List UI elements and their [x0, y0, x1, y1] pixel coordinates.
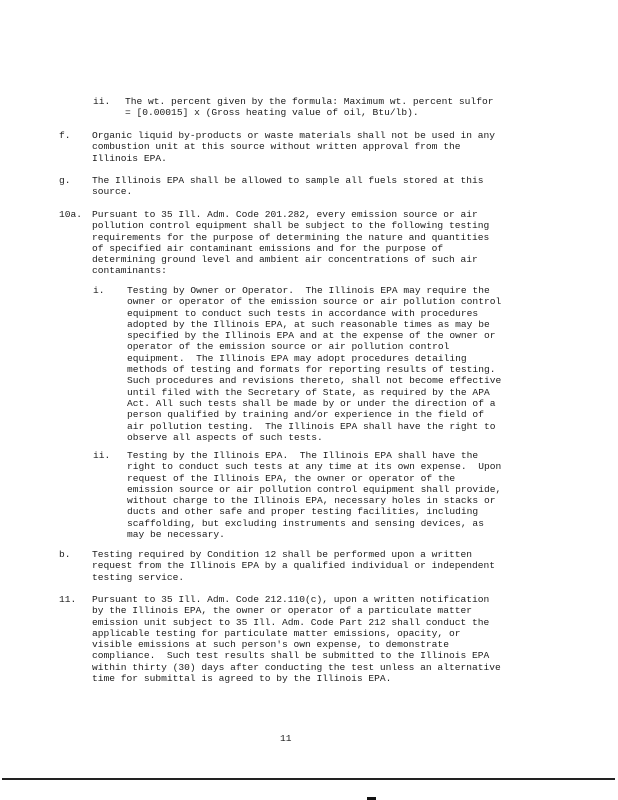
item-label: f.: [59, 130, 71, 141]
item-label: i.: [93, 285, 105, 296]
item-text: Testing by Owner or Operator. The Illinois EPA may require the owner or operator of the emission source or air pollution control equipment to conduct such tests in accordance with procedures adopted by the Illinois EPA, at such reasonable times as may be specified by the Illinois EPA and at the expense of the owner or operator of the emission source or air pollution control equipment. The Illinois EPA may adopt procedures detailing methods of testing and formats for reporting results of testing. Such procedures and revisions thereto, shall not become effective until filed with the Secretary of State, as required by the APA Act. All such tests shall be made by or under the direction of a person qualified by training and/or experience in the field of air pollution testing. The Illinois EPA shall have the right to observe all aspects of such tests.: [127, 285, 502, 443]
item-text: Testing by the Illinois EPA. The Illinois EPA shall have the right to conduct such tests at any time at its own expense. Upon request of the Illinois EPA, the owner or operator of the emission source or air pollution control equipment shall provide, without charge to the Illinois EPA, necessary holes in stacks or ducts and other safe and proper testing facilities, including scaffolding, but excluding instruments and sensing devices, as may be necessary.: [127, 450, 502, 541]
item-label: b.: [59, 549, 71, 560]
item-text: Pursuant to 35 Ill. Adm. Code 201.282, every emission source or air pollution control equipment shall be subject to the following testing requirements for the purpose of determining the nature and quantities of specified air contaminant emissions and for the purpose of determining ground level and ambient air concentrations of such air contaminants:: [92, 209, 490, 277]
page-number: 11: [280, 733, 292, 744]
item-text: Organic liquid by-products or waste materials shall not be used in any combustion unit at this source without written approval from the Illinois EPA.: [92, 130, 496, 164]
item-label: 11.: [59, 594, 77, 605]
footer-rule: [2, 778, 615, 780]
item-label: g.: [59, 175, 71, 186]
item-text: Testing required by Condition 12 shall be performed upon a written request from the Illinois EPA by a qualified individual or independent testing service.: [92, 549, 496, 583]
item-text: The Illinois EPA shall be allowed to sample all fuels stored at this source.: [92, 175, 484, 198]
item-label: 10a.: [59, 209, 83, 220]
item-text: Pursuant to 35 Ill. Adm. Code 212.110(c), upon a written notification by the Illinois EPA, the owner or operator of a particulate matter emission unit subject to 35 Ill. Adm. Code Part 212 shall conduct the applicable testing for particulate matter emissions, opacity, or visible emissions at such person's own expense, to demonstrate compliance. Such test results shall be submitted to the Illinois EPA within thirty (30) days after conducting the test unless an alternative time for submittal is agreed to by the Illinois EPA.: [92, 594, 501, 685]
item-label: ii.: [93, 450, 111, 461]
item-text: The wt. percent given by the formula: Maximum wt. percent sulfor = [0.00015] x (Gross heating value of oil, Btu/lb).: [125, 96, 494, 119]
item-label: ii.: [93, 96, 111, 107]
